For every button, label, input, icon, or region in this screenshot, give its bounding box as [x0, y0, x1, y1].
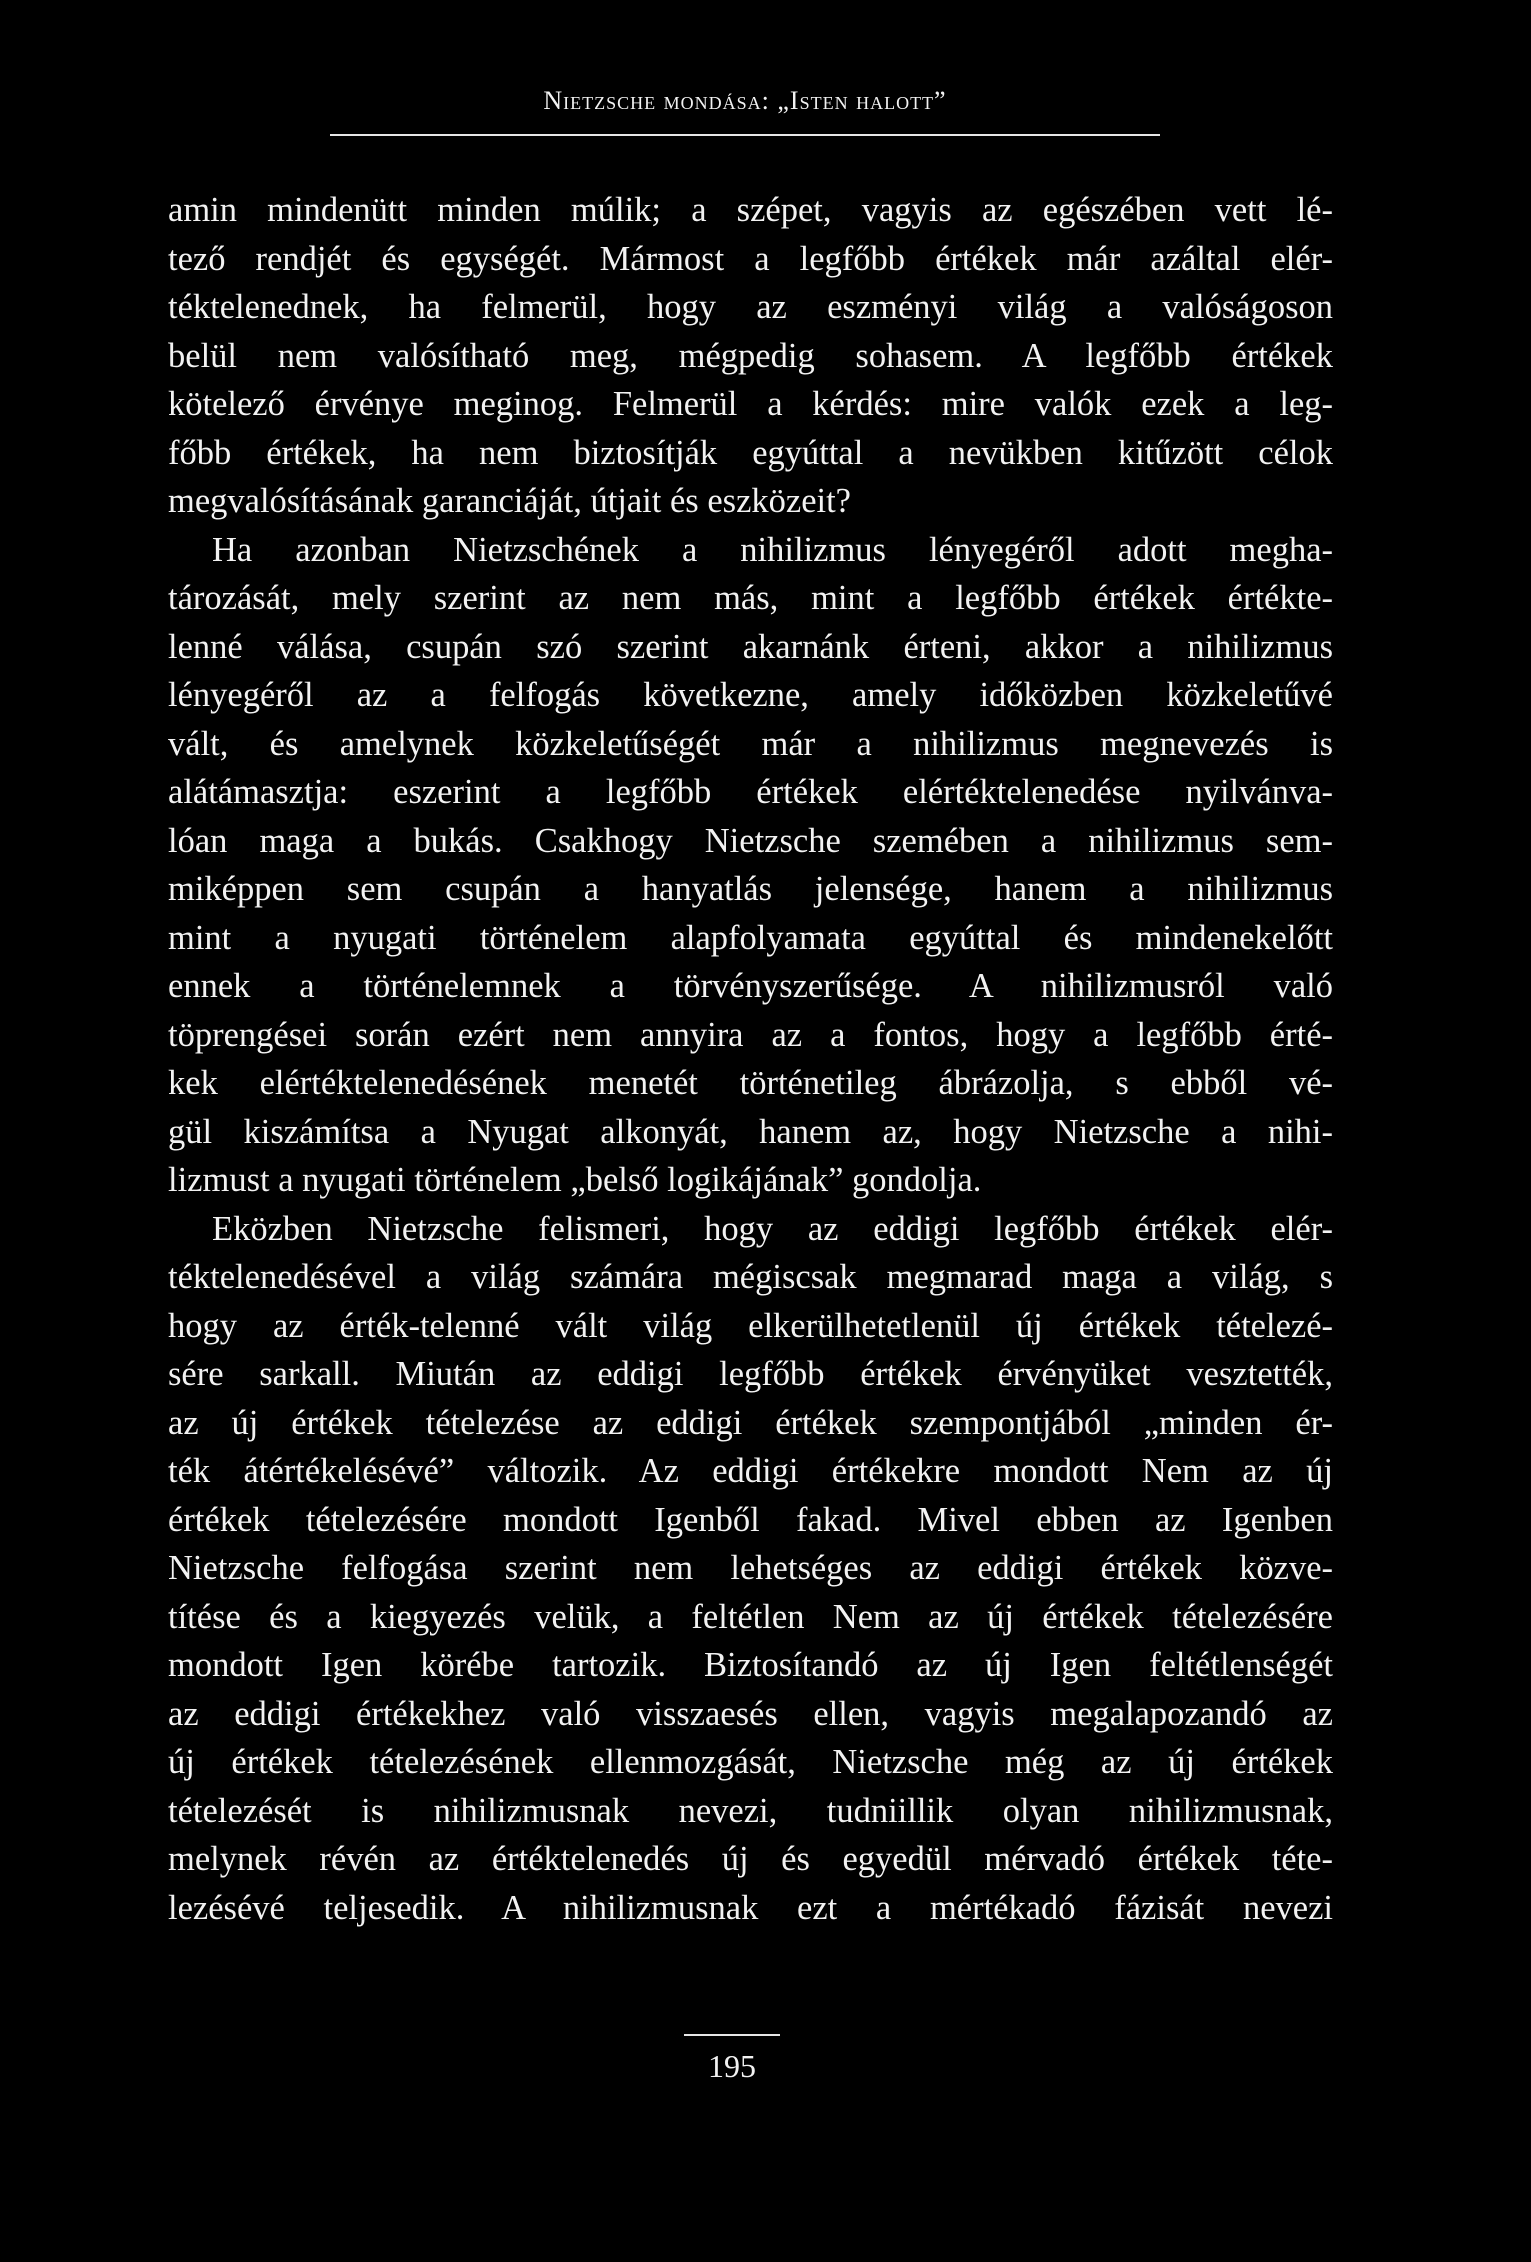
text-line: sére sarkall. Miután az eddigi legfőbb értékek érvényüket vesztették, [168, 1355, 1333, 1393]
text-line: lenné válása, csupán szó szerint akarnánk érteni, akkor a nihilizmus [168, 627, 1333, 666]
text-line: kek elértéktelenedésének menetét történetileg ábrázolja, s ebből vé- [168, 1064, 1333, 1102]
text-line: lóan maga a bukás. Csakhogy Nietzsche szemében a nihilizmus sem- [168, 821, 1333, 860]
text-line: lezésévé teljesedik. A nihilizmusnak ezt a mértékadó fázisát nevezi [168, 1888, 1333, 1927]
page-number: 195 [708, 2048, 756, 2084]
text-line: miképpen sem csupán a hanyatlás jelensége, hanem a nihilizmus [168, 870, 1333, 908]
text-line: amin mindenütt minden múlik; a szépet, vagyis az egészében vett lé- [168, 191, 1333, 229]
paragraph-first-line: Ha azonban Nietzschének a nihilizmus lényegéről adott megha- [212, 530, 1333, 569]
text-line: mondott Igen körébe tartozik. Biztosítandó az új Igen feltétlenségét [168, 1646, 1333, 1684]
header-rule [330, 134, 1160, 136]
text-line: belül nem valósítható meg, mégpedig sohasem. A legfőbb értékek [168, 336, 1333, 375]
text-line: főbb értékek, ha nem biztosítják egyúttal a nevükben kitűzött célok [168, 433, 1333, 472]
text-line: ték átértékelésévé” változik. Az eddigi értékekre mondott Nem az új [168, 1452, 1333, 1490]
text-line: títése és a kiegyezés velük, a feltétlen Nem az új értékek tételezésére [168, 1597, 1333, 1636]
text-line: gül kiszámítsa a Nyugat alkonyát, hanem az, hogy Nietzsche a nihi- [168, 1112, 1333, 1151]
footer-rule [684, 2034, 780, 2036]
paragraph-first-line: Eközben Nietzsche felismeri, hogy az eddigi legfőbb értékek elér- [212, 1209, 1333, 1248]
text-line: tételezését is nihilizmusnak nevezi, tudniillik olyan nihilizmusnak, [168, 1791, 1333, 1830]
text-line: tározását, mely szerint az nem más, mint a legfőbb értékek értékte- [168, 579, 1333, 617]
text-line: új értékek tételezésének ellenmozgását, Nietzsche még az új értékek [168, 1743, 1333, 1781]
text-line: ennek a történelemnek a törvényszerűsége. A nihilizmusról való [168, 967, 1333, 1005]
text-line: az eddigi értékekhez való visszaesés ellen, vagyis megalapozandó az [168, 1694, 1333, 1733]
text-line: mint a nyugati történelem alapfolyamata egyúttal és mindenekelőtt [168, 918, 1333, 957]
text-line: tező rendjét és egységét. Mármost a legfőbb értékek már azáltal elér- [168, 239, 1333, 278]
text-line: az új értékek tételezése az eddigi értékek szempontjából „minden ér- [168, 1403, 1333, 1442]
text-line: melynek révén az értéktelenedés új és egyedül mérvadó értékek téte- [168, 1840, 1333, 1878]
text-line: Nietzsche felfogása szerint nem lehetséges az eddigi értékek közve- [168, 1549, 1333, 1587]
body-text [168, 186, 1333, 1932]
text-line: téktelenednek, ha felmerül, hogy az eszményi világ a valóságoson [168, 288, 1333, 326]
text-line: vált, és amelynek közkeletűségét már a nihilizmus megnevezés is [168, 724, 1333, 763]
text-line: kötelező érvénye meginog. Felmerül a kérdés: mire valók ezek a leg- [168, 385, 1333, 423]
running-head: Nietzsche mondása: „Isten halott” [543, 86, 947, 115]
text-line: téktelenedésével a világ számára mégiscsak megmarad maga a világ, s [168, 1258, 1333, 1296]
text-line: alátámasztja: eszerint a legfőbb értékek elértéktelenedése nyilvánva- [168, 773, 1333, 811]
text-line: megvalósításának garanciáját, útjait és eszközeit? [168, 482, 851, 520]
text-line: értékek tételezésére mondott Igenből fakad. Mivel ebben az Igenben [168, 1500, 1333, 1539]
text-line: töprengései során ezért nem annyira az a fontos, hogy a legfőbb érté- [168, 1015, 1333, 1054]
text-line: lényegéről az a felfogás következne, amely időközben közkeletűvé [168, 676, 1333, 714]
text-line: lizmust a nyugati történelem „belső logikájának” gondolja. [168, 1161, 982, 1199]
text-line: hogy az érték-telenné vált világ elkerülhetetlenül új értékek tételezé- [168, 1306, 1333, 1345]
